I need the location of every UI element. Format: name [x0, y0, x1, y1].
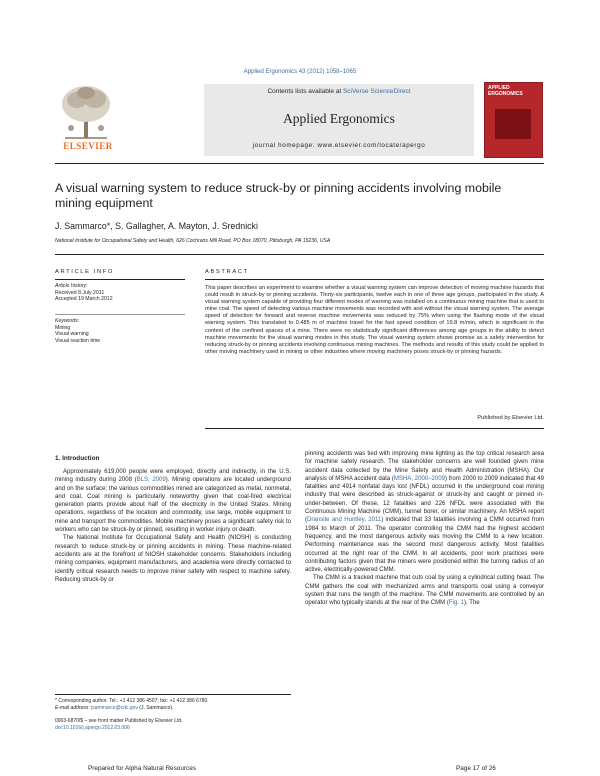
article-history — [55, 283, 183, 303]
journal-homepage[interactable]: journal homepage: www.elsevier.com/locate/apergo — [252, 142, 426, 149]
corresponding-author-footnote — [55, 698, 291, 711]
author-list: J. Sammarco*, S. Gallagher, A. Mayton, J. Srednicki — [55, 221, 258, 231]
citation-link[interactable]: MSHA, 2000–2009 — [393, 475, 445, 482]
contents-prefix: Contents lists available at — [267, 88, 343, 95]
header-rule — [55, 163, 544, 164]
abstract-bottom-rule — [205, 428, 544, 429]
contents-line — [204, 88, 474, 95]
journal-title: Applied Ergonomics — [283, 111, 395, 126]
paragraph: pinning accidents was tied with improving mine lighting as the top critical research area for machine safety research. The stakeholder concerns are well founded given mine accident data collected by the Mine Safety and Health Administration (MSHA). Our analysis of MSHA accident data (MSHA, 2000–2009) from 2000 to 2009 indicated that 49 fatalities and 4914 nonfatal days lost (NFDL) occurred in the underground coal mining industry that were described as struck-against or struck-by and caught or pinned in-under-between. Of these, 12 fatalities and 226 NFDL were associated with the Continuous Mining Machine (CMM), tunnel borer, or similar machinery. An MSHA report (Dransite and Huntley, 2011) indicated that 33 fatalities involving a CMM occurred from 1984 to March of 2011. The operator controlling the CMM had the highest accident frequency, and the most dangerous activity was moving the CMM to a new location. Performing maintenance was the second most dangerous activity. Most fatalities occurred at the right rear of the CMM. In all accidents, poor work practices were contributing factors given that the miners were positioned within the turning radius of an active, electrically-powered CMM. — [305, 451, 544, 574]
figure-link[interactable]: Fig. 1 — [448, 600, 464, 607]
paragraph: The CMM is a tracked machine that cuts coal by using a cylindrical cutting head. The CMM gathers the coal with mechanized arms and transports coal using a conveyor system that runs the length of the machine. The CMM movements are controlled by an operator who typically stands at the rear of the CMM (Fig. 1). The — [305, 575, 544, 607]
history-label: Article history: — [55, 283, 88, 289]
copyright-line: 0003-6870/$ – see front matter Published by Elsevier Ltd. — [55, 718, 183, 724]
corresponding-line: * Corresponding author. Tel.: +1 412 386 4507; fax: +1 412 386 6780. — [55, 698, 209, 704]
title-rule — [55, 254, 544, 255]
abstract-rule — [205, 279, 544, 280]
paragraph: Approximately 619,000 people were employed, directly and indirectly, in the U.S. mining industry during 2008 (BLS, 2009). Mining operations are located underground and on the surface; the various commodities mined are categorized as metal, nonmetal, and coal. Coal mining is particularly noteworthy given that coal-fired electrical generation plants provide about half of the electricity in the United States. Mining operations, regardless of the location and commodity, use large, mobile equipment to mine and transport the commodities. Mobile machinery poses a significant safety risk to workers who can be struck-by or pinned, resulting in worker injury or death. — [55, 469, 291, 534]
accepted-date: Accepted 19 March 2012 — [55, 296, 113, 303]
keyword-item: Mining — [55, 324, 71, 331]
received-date: Received 8 July 2011 — [55, 289, 105, 296]
journal-citation[interactable]: Applied Ergonomics 43 (2012) 1058–1065 — [243, 69, 357, 75]
affiliation: National Institute for Occupational Safety and Health, 626 Cochrans Mill Road, PO Box 18070, Pittsburgh, PA 15236, USA — [55, 238, 331, 244]
email-line: E-mail address: jsammarco@cdc.gov (J. Sammarco). — [55, 704, 174, 711]
abstract-heading: ABSTRACT — [205, 269, 249, 275]
keywords-block — [55, 318, 183, 344]
keyword-item: Visual warning — [55, 331, 89, 338]
body-column-left — [55, 468, 291, 584]
article-info-rule — [55, 279, 185, 280]
copyright-block — [55, 718, 291, 731]
published-by: Published by Elsevier Ltd. — [477, 415, 544, 421]
doi-link[interactable]: doi:10.1016/j.apergo.2012.03.006 — [55, 724, 130, 731]
email-link[interactable]: jsammarco@cdc.gov — [91, 704, 138, 711]
citation-link[interactable]: BLS, 2009 — [136, 477, 166, 484]
paper-title: A visual warning system to reduce struck-by or pinning accidents involving mobile mining equipment — [55, 181, 502, 210]
sciencedirect-link[interactable]: SciVerse ScienceDirect — [342, 88, 411, 95]
cover-title: APPLIED ERGONOMICS — [488, 85, 523, 97]
body-column-right — [305, 450, 544, 608]
article-info-divider — [55, 314, 185, 315]
keywords-label: Keywords: — [55, 318, 80, 324]
journal-cover-thumbnail — [484, 82, 543, 158]
page-footer-left: Prepared for Alpha Natural Resources — [88, 765, 196, 772]
citation-link[interactable]: Dransite and Huntley, 2011 — [307, 517, 382, 524]
article-info-heading: ARTICLE INFO — [55, 269, 115, 275]
elsevier-wordmark: ELSEVIER — [63, 141, 113, 151]
keyword-item: Visual reaction time — [55, 337, 101, 344]
introduction-heading: 1. Introduction — [55, 455, 100, 462]
page-number: Page 17 of 26 — [456, 765, 496, 772]
paragraph: The National Institute for Occupational Safety and Health (NIOSH) is conducting research to reduce struck-by or pinning accidents in mining. These machine-related accidents are at the forefront of NIOSH stakeholder concerns. Stakeholders including mining companies, equipment manufacturers, and academia were directly contacted to identify critical research needs to improve miner safety with respect to machine safety. Reducing struck-by or — [55, 535, 291, 583]
footnote-rule — [55, 694, 291, 695]
abstract-text: This paper describes an experiment to examine whether a visual warning system can improve detection of moving machine hazards that could result in struck-by or pinning accidents. Thirty-six participants, twelve each in one of three age groups, participated in the study. A visual warning system capable of providing four different modes of warning was installed on a continuous mining machine that is used to mine coal. The speed of detecting various machine movements was recorded with and without the visual warning system. The average speed of detection for forward and reverse machine movements was reduced by 75% when using the flashing mode of the visual warning system. This translated to 0.485 m of machine travel for the fast speed condition of 19.8 m/min, which is significant in the context of the confined spaces of a mine. There were no statistically significant differences among age groups in the ability to detect machine movements for the visual warning modes in this study. The visual warning system shows promise as a safety intervention for reducing struck-by or pinning accidents involving continuous mining machines. The methods and results of this study could be applied to other moving machinery used in mining or other industries where moving machinery poses struck-by or pinning hazards. — [205, 285, 544, 355]
cover-image — [495, 109, 531, 139]
